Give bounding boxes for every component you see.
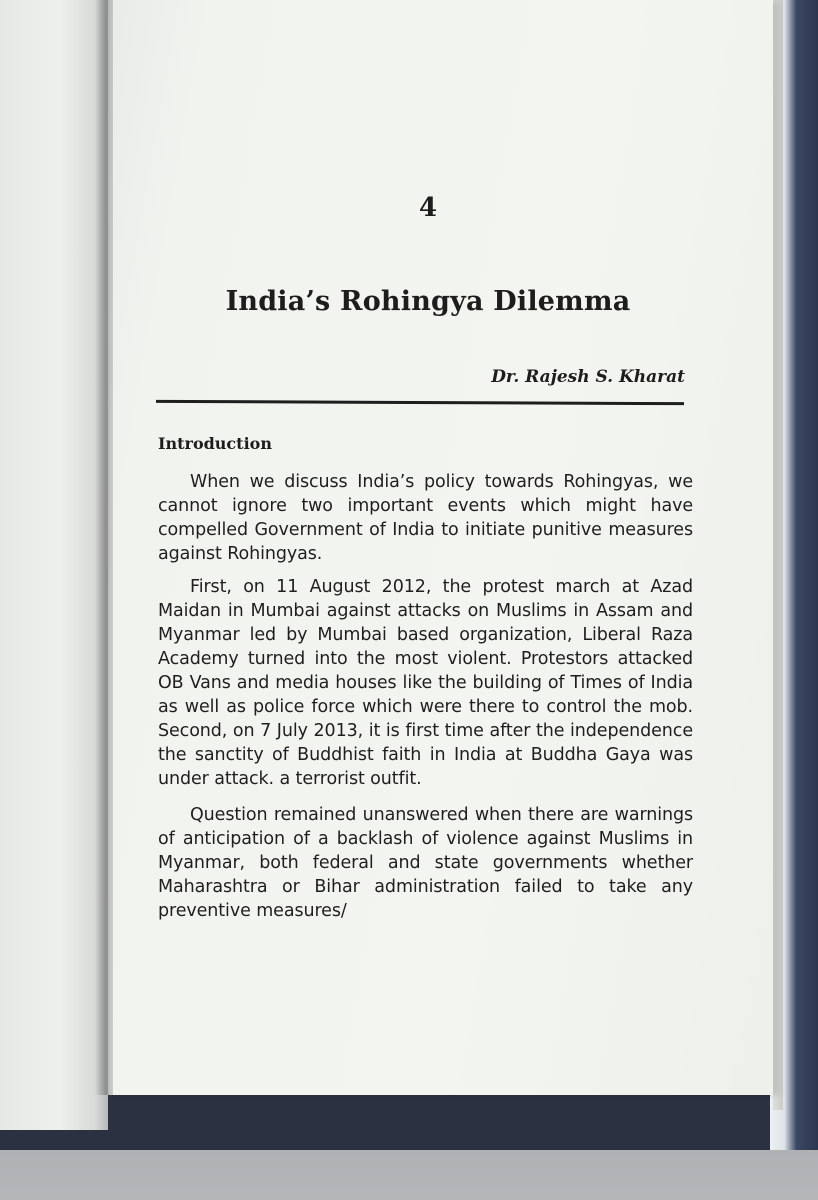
title-rule	[156, 400, 684, 405]
section-body	[158, 470, 693, 932]
facing-page	[0, 0, 108, 1130]
chapter-author: Dr. Rajesh S. Kharat	[491, 367, 685, 387]
page-edge	[773, 0, 783, 1110]
paragraph: First, on 11 August 2012, the protest march at Azad Maidan in Mumbai against attacks on Muslims in Assam and Myanmar led by Mumbai based organization, Liberal Raza Academy turned into the most violent. Protestors attacked OB Vans and media houses like the building of Times of India as well as police force which were there to control the mob. Second, on 7 July 2013, it is first time after the independence the sanctity of Buddhist faith in India at Buddha Gaya was under attack. a terrorist outfit.	[158, 577, 693, 789]
chapter-title: India’s Rohingya Dilemma	[225, 286, 631, 317]
paragraph: When we discuss India’s policy towards Rohingyas, we cannot ignore two important events which might have compelled Government of India to initiate punitive measures against Rohingyas.	[158, 472, 693, 564]
page-content	[108, 0, 773, 1095]
chapter-number: 4	[418, 193, 438, 223]
paragraph: Question remained unanswered when there are warnings of anticipation of a backlash of violence against Muslims in Myanmar, both federal and state governments whether Maharashtra or Bihar administration failed to take any preventive measures/	[158, 805, 693, 921]
section-heading: Introduction	[158, 434, 272, 453]
book-page	[108, 0, 773, 1095]
page-gutter-shadow	[95, 0, 113, 1095]
